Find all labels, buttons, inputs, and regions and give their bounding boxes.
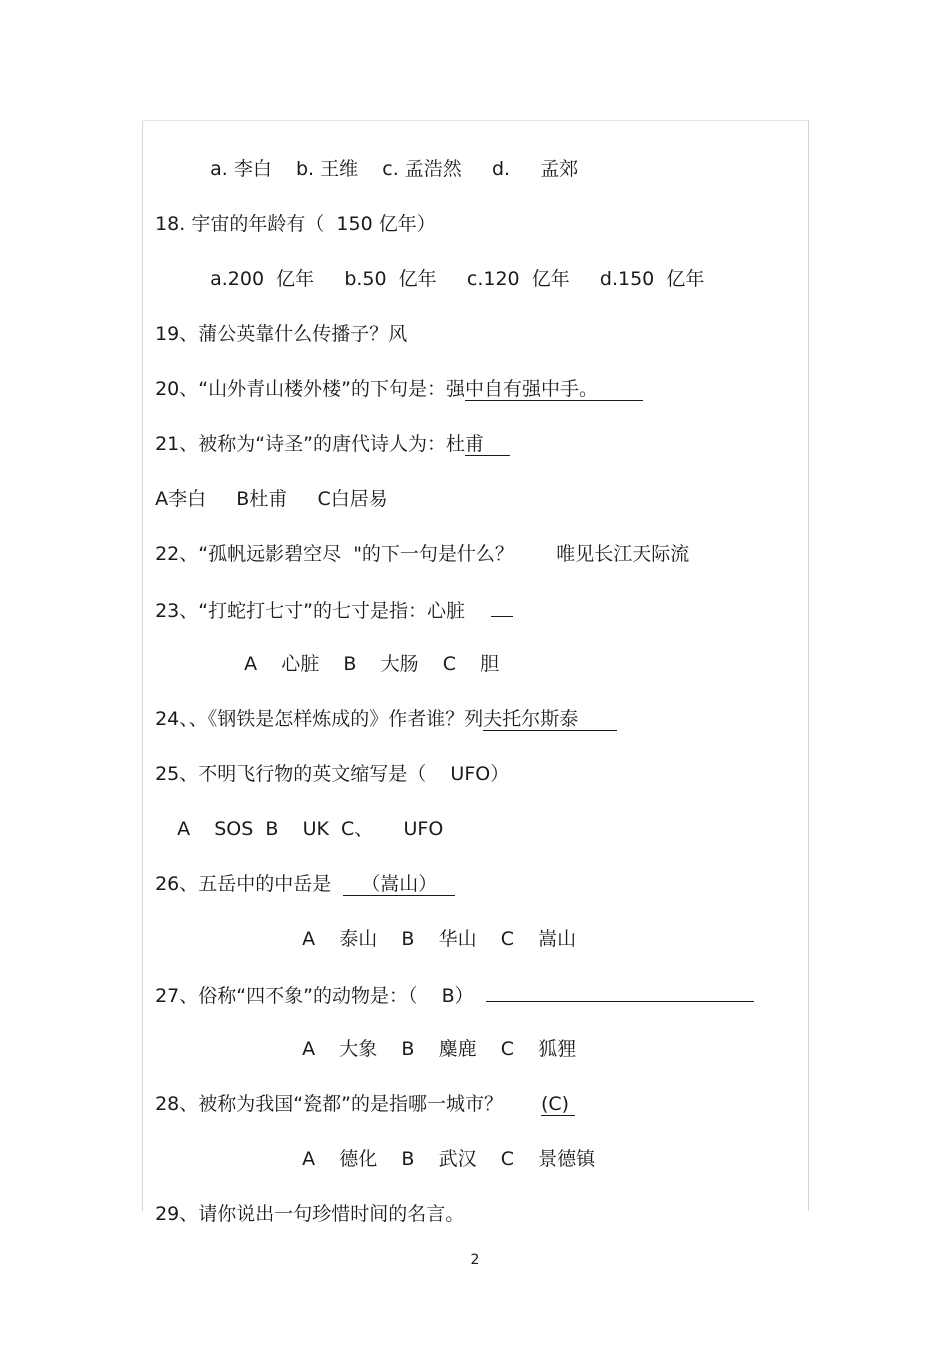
page-number: 2 bbox=[470, 1252, 480, 1268]
question-25 bbox=[143, 735, 509, 787]
q25-options-text: A SOS B UK C、 UFO bbox=[177, 818, 444, 840]
question-19-text: 19、蒲公英靠什么传播子？风 bbox=[155, 323, 408, 345]
question-29 bbox=[143, 1175, 464, 1227]
question-23-text: 23、“打蛇打七寸”的七寸是指：心脏 bbox=[155, 600, 465, 622]
question-21-answer: 甫 bbox=[465, 433, 510, 456]
question-20-text: 20、“山外青山楼外楼”的下句是：强 bbox=[155, 378, 465, 400]
q23-options bbox=[232, 625, 499, 677]
q18-options bbox=[198, 240, 704, 292]
question-28-text: 28、被称为我国“瓷都”的是指哪一城市？ bbox=[155, 1093, 503, 1115]
q25-options bbox=[165, 790, 443, 842]
question-23 bbox=[143, 570, 513, 624]
question-23-blank bbox=[491, 596, 513, 617]
question-21 bbox=[143, 405, 510, 457]
question-20 bbox=[143, 350, 643, 402]
question-18 bbox=[143, 185, 436, 237]
question-19 bbox=[143, 295, 407, 347]
question-27-blank bbox=[486, 981, 754, 1002]
q26-options bbox=[290, 900, 576, 952]
question-20-answer: 中自有强中手。 bbox=[465, 378, 643, 401]
question-27 bbox=[143, 955, 754, 1009]
question-29-text: 29、请你说出一句珍惜时间的名言。 bbox=[155, 1203, 465, 1225]
q28-options-text: A 德化 B 武汉 C 景德镇 bbox=[302, 1148, 596, 1170]
q17-options-text: a. 李白 b. 王维 c. 孟浩然 d. 孟郊 bbox=[210, 158, 579, 180]
q21-options bbox=[143, 460, 388, 512]
question-21-text: 21、被称为“诗圣”的唐代诗人为：杜 bbox=[155, 433, 465, 455]
question-22 bbox=[143, 515, 689, 567]
q21-options-text: A李白 B杜甫 C白居易 bbox=[155, 488, 388, 510]
q26-options-text: A 泰山 B 华山 C 嵩山 bbox=[302, 928, 577, 950]
question-27-text: 27、俗称“四不象”的动物是：（ B） bbox=[155, 985, 474, 1007]
question-22-text: 22、“孤帆远影碧空尽 "的下一句是什么？ 唯见长江天际流 bbox=[155, 543, 690, 565]
q18-options-text: a.200 亿年 b.50 亿年 c.120 亿年 d.150 亿年 bbox=[210, 268, 705, 290]
question-26 bbox=[143, 845, 455, 897]
question-26-answer: （嵩山） bbox=[343, 873, 455, 896]
question-26-text: 26、五岳中的中岳是 bbox=[155, 873, 332, 895]
question-18-text: 18. 宇宙的年龄有（ 150 亿年） bbox=[155, 213, 436, 235]
question-28-answer: (C) bbox=[541, 1093, 575, 1116]
question-24 bbox=[143, 680, 617, 732]
question-25-text: 25、不明飞行物的英文缩写是（ UFO） bbox=[155, 763, 510, 785]
question-24-answer: 夫托尔斯泰 bbox=[483, 708, 617, 731]
question-28 bbox=[143, 1065, 575, 1117]
q28-options bbox=[290, 1120, 595, 1172]
q27-options bbox=[290, 1010, 576, 1062]
q23-options-text: A 心脏 B 大肠 C 胆 bbox=[244, 653, 500, 675]
q27-options-text: A 大象 B 麋鹿 C 狐狸 bbox=[302, 1038, 577, 1060]
q17-options bbox=[198, 130, 578, 182]
question-24-text: 24、、《钢铁是怎样炼成的》作者谁？列 bbox=[155, 708, 484, 730]
